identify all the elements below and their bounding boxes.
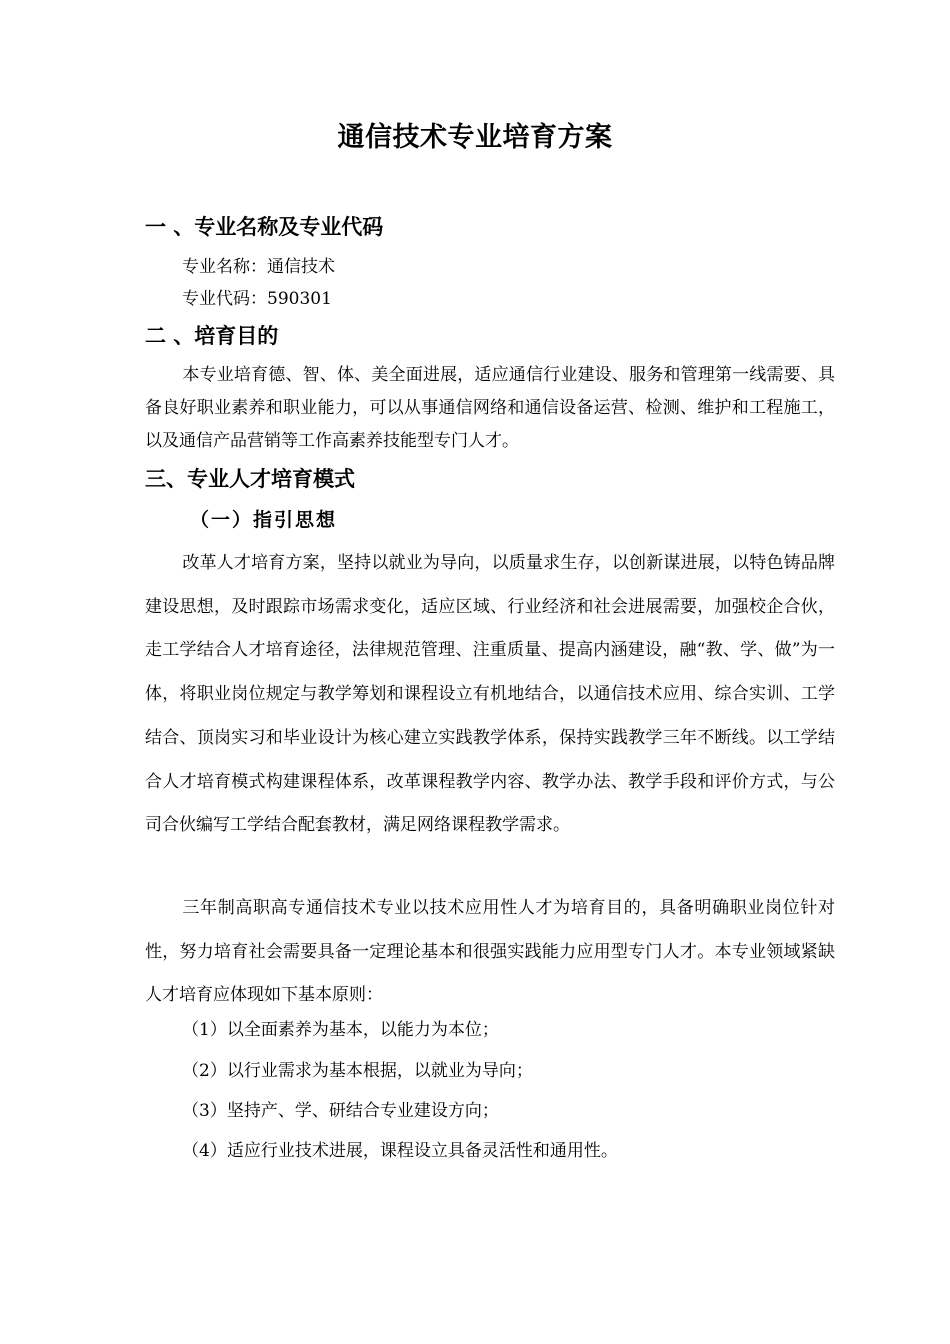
principle-item: （3）坚持产、学、研结合专业建设方向； [182,1101,499,1121]
document-title: 通信技术专业培育方案 [337,122,613,153]
subsection-guiding-ideology-heading: （一）指引思想 [190,509,338,531]
section-3-heading: 三、专业人才培育模式 [145,467,355,491]
training-goal-paragraph: 本专业培育德、智、体、美全面进展，适应通信行业建设、服务和管理第一线需要、具备良好职业素养和职业能力，可以从事通信网络和通信设备运营、检测、维护和工程施工，以及通信产品营销等工作高素养技能型专门人才。 [145,365,835,451]
guiding-ideology-paragraph-2: 三年制高职高专通信技术专业以技术应用性人才为培育目的，具备明确职业岗位针对性，努力培育社会需要具备一定理论基本和很强实践能力应用型专门人才。本专业领域紧缺人才培育应体现如下基本原则： [145,898,835,1006]
major-name-line: 专业名称：通信技术 [182,257,335,277]
principle-item: （2）以行业需求为基本根据，以就业为导向； [182,1061,533,1081]
principle-item: （1）以全面素养为基本，以能力为本位； [182,1020,499,1040]
section-1-heading: 一 、专业名称及专业代码 [145,215,384,239]
principle-item: （4）适应行业技术进展，课程设立具备灵活性和通用性。 [182,1141,618,1161]
section-2-heading: 二 、培育目的 [145,324,279,348]
major-code-line: 专业代码：590301 [182,289,332,309]
guiding-ideology-paragraph-1: 改革人才培育方案，坚持以就业为导向，以质量求生存，以创新谋进展，以特色铸品牌建设思想，及时跟踪市场需求变化，适应区域、行业经济和社会进展需要，加强校企合伙，走工学结合人才培育途径，法律规范管理、注重质量、提高内涵建设，融“教、学、做”为一体，将职业岗位规定与教学筹划和课程设立有机地结合，以通信技术应用、综合实训、工学结合、顶岗实习和毕业设计为核心建立实践教学体系，保持实践教学三年不断线。以工学结合人才培育模式构建课程体系，改革课程教学内容、教学办法、教学手段和评价方式，与公司合伙编写工学结合配套教材，满足网络课程教学需求。 [145,553,835,836]
